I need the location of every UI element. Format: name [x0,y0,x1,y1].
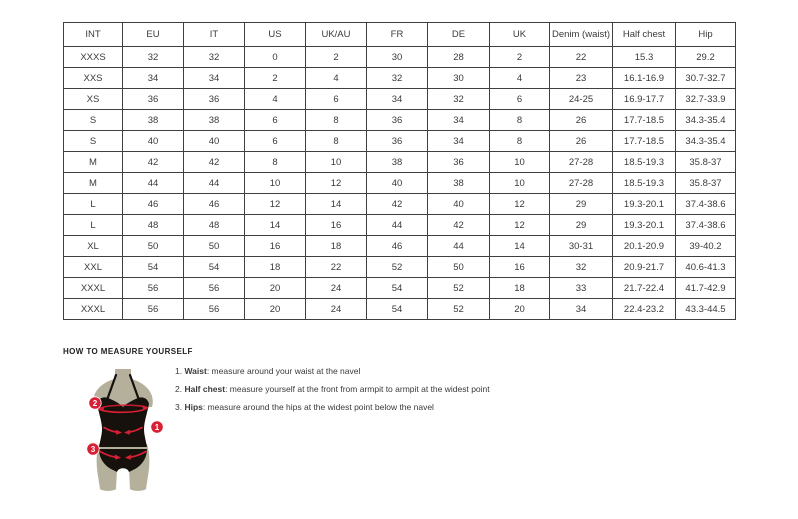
table-cell: 42 [367,194,428,215]
table-cell: 42 [428,215,490,236]
table-cell: 16 [245,236,306,257]
table-cell: 56 [123,299,184,320]
table-cell: 20.1-20.9 [613,236,676,257]
table-cell: 16.1-16.9 [613,68,676,89]
table-cell: 46 [367,236,428,257]
step-number: 2. [175,384,185,394]
column-header: IT [184,23,245,47]
table-cell: 14 [306,194,367,215]
column-header: Denim (waist) [550,23,613,47]
table-cell: 34.3-35.4 [676,131,736,152]
table-cell: 48 [123,215,184,236]
table-cell: 50 [184,236,245,257]
table-cell: 23 [550,68,613,89]
table-cell: 30.7-32.7 [676,68,736,89]
table-cell: 34 [550,299,613,320]
table-cell: S [64,110,123,131]
table-cell: 44 [367,215,428,236]
table-cell: 22 [550,47,613,68]
table-cell: 8 [306,131,367,152]
table-row [64,278,736,299]
table-cell: 56 [184,299,245,320]
table-cell: 10 [490,173,550,194]
table-cell: XL [64,236,123,257]
table-cell: 18 [490,278,550,299]
table-cell: 24-25 [550,89,613,110]
table-cell: 4 [490,68,550,89]
measure-step [175,366,490,376]
table-cell: 2 [245,68,306,89]
table-cell: 10 [306,152,367,173]
table-cell: 18.5-19.3 [613,152,676,173]
table-cell: XXXS [64,47,123,68]
table-cell: 38 [123,110,184,131]
table-cell: 42 [184,152,245,173]
table-cell: 6 [245,131,306,152]
table-cell: 36 [367,131,428,152]
table-body [64,47,736,320]
table-cell: 32 [184,47,245,68]
table-cell: 16.9-17.7 [613,89,676,110]
table-cell: 19.3-20.1 [613,215,676,236]
table-cell: 52 [428,278,490,299]
table-cell: 6 [490,89,550,110]
table-cell: 27-28 [550,173,613,194]
table-row [64,110,736,131]
table-cell: 37.4-38.6 [676,215,736,236]
table-cell: 8 [245,152,306,173]
table-cell: 20 [490,299,550,320]
column-header: UK [490,23,550,47]
table-cell: 18.5-19.3 [613,173,676,194]
table-cell: 12 [490,215,550,236]
size-chart-table [63,22,736,320]
step-term: Hips [184,402,203,412]
table-cell: 30 [428,68,490,89]
table-cell: XXS [64,68,123,89]
table-cell: 32 [550,257,613,278]
table-cell: L [64,194,123,215]
table-cell: 29 [550,194,613,215]
table-cell: 36 [123,89,184,110]
column-header: Half chest [613,23,676,47]
table-cell: 35.8-37 [676,173,736,194]
measure-heading: HOW TO MEASURE YOURSELF [63,347,193,356]
table-cell: 27-28 [550,152,613,173]
table-cell: 32 [367,68,428,89]
table-cell: 54 [367,299,428,320]
table-row [64,89,736,110]
table-cell: 32 [428,89,490,110]
table-cell: 46 [123,194,184,215]
badge-number: 1 [154,422,160,432]
table-cell: 34 [123,68,184,89]
table-cell: 18 [306,236,367,257]
table-row [64,68,736,89]
step-term: Waist [184,366,207,376]
table-cell: 0 [245,47,306,68]
table-cell: 21.7-22.4 [613,278,676,299]
table-cell: 10 [245,173,306,194]
badge-hips [87,443,99,455]
column-header: DE [428,23,490,47]
measure-steps-list [175,366,490,420]
table-cell: 40.6-41.3 [676,257,736,278]
table-cell: 44 [428,236,490,257]
step-number: 3. [175,402,185,412]
table-cell: 30 [367,47,428,68]
table-cell: 4 [245,89,306,110]
table-cell: 18 [245,257,306,278]
table-cell: 46 [184,194,245,215]
table-cell: 26 [550,110,613,131]
badge-waist [151,421,163,433]
table-cell: 16 [306,215,367,236]
step-number: 1. [175,366,185,376]
table-cell: 34 [184,68,245,89]
table-cell: 28 [428,47,490,68]
table-cell: 12 [245,194,306,215]
table-cell: 40 [428,194,490,215]
table-row [64,152,736,173]
table-row [64,299,736,320]
step-term: Half chest [184,384,226,394]
table-cell: 32.7-33.9 [676,89,736,110]
table-header-row [64,23,736,47]
table-cell: 50 [123,236,184,257]
table-cell: 8 [490,131,550,152]
table-cell: 52 [367,257,428,278]
table-cell: 19.3-20.1 [613,194,676,215]
table-cell: 50 [428,257,490,278]
table-cell: 36 [367,110,428,131]
column-header: UK/AU [306,23,367,47]
table-row [64,215,736,236]
table-cell: 8 [306,110,367,131]
table-cell: 22.4-23.2 [613,299,676,320]
table-cell: 8 [490,110,550,131]
table-cell: 48 [184,215,245,236]
table-cell: XS [64,89,123,110]
table-cell: 35.8-37 [676,152,736,173]
table-row [64,131,736,152]
table-cell: 20 [245,299,306,320]
table-cell: XXL [64,257,123,278]
table-cell: 29 [550,215,613,236]
table-cell: 22 [306,257,367,278]
table-cell: 2 [490,47,550,68]
measurement-figure-illustration [77,368,169,492]
table-cell: 34.3-35.4 [676,110,736,131]
measure-step [175,402,490,412]
table-cell: 38 [428,173,490,194]
table-cell: 24 [306,278,367,299]
badge-half-chest [89,397,101,409]
column-header: Hip [676,23,736,47]
measure-step [175,384,490,394]
table-cell: 34 [428,110,490,131]
table-cell: 44 [184,173,245,194]
table-cell: 32 [123,47,184,68]
table-row [64,194,736,215]
badge-number: 2 [92,398,98,408]
table-cell: 20 [245,278,306,299]
table-cell: 56 [123,278,184,299]
table-cell: 29.2 [676,47,736,68]
table-cell: 40 [123,131,184,152]
table-cell: XXXL [64,299,123,320]
table-row [64,47,736,68]
table-cell: 36 [184,89,245,110]
table-cell: 39-40.2 [676,236,736,257]
table-cell: 34 [367,89,428,110]
table-cell: 24 [306,299,367,320]
table-cell: M [64,152,123,173]
table-cell: 42 [123,152,184,173]
table-cell: XXXL [64,278,123,299]
table-cell: 38 [184,110,245,131]
table-cell: 54 [123,257,184,278]
table-cell: 52 [428,299,490,320]
table-cell: 4 [306,68,367,89]
table-cell: 17.7-18.5 [613,131,676,152]
table-cell: 12 [306,173,367,194]
table-cell: 41.7-42.9 [676,278,736,299]
table-row [64,173,736,194]
table-cell: 14 [245,215,306,236]
table-row [64,257,736,278]
column-header: EU [123,23,184,47]
table-cell: 36 [428,152,490,173]
table-cell: 26 [550,131,613,152]
column-header: US [245,23,306,47]
table-cell: 6 [306,89,367,110]
column-header: FR [367,23,428,47]
table-cell: 15.3 [613,47,676,68]
table-cell: 12 [490,194,550,215]
table-cell: 6 [245,110,306,131]
table-cell: 10 [490,152,550,173]
table-cell: 40 [184,131,245,152]
step-text: : measure around the hips at the widest point below the navel [202,402,434,412]
table-cell: L [64,215,123,236]
table-cell: 56 [184,278,245,299]
column-header: INT [64,23,123,47]
table-header [64,23,736,47]
table-cell: 40 [367,173,428,194]
table-cell: 33 [550,278,613,299]
table-cell: 44 [123,173,184,194]
table-cell: 2 [306,47,367,68]
table-cell: 14 [490,236,550,257]
table-cell: 34 [428,131,490,152]
table-cell: 20.9-21.7 [613,257,676,278]
table-cell: 38 [367,152,428,173]
table-cell: 43.3-44.5 [676,299,736,320]
table-row [64,236,736,257]
table-cell: 54 [367,278,428,299]
table-cell: 30-31 [550,236,613,257]
table-cell: M [64,173,123,194]
step-text: : measure around your waist at the navel [206,366,361,376]
table-cell: S [64,131,123,152]
table-cell: 17.7-18.5 [613,110,676,131]
table-cell: 54 [184,257,245,278]
table-cell: 16 [490,257,550,278]
badge-number: 3 [90,444,96,454]
step-text: : measure yourself at the front from armpit to armpit at the widest point [225,384,490,394]
table-cell: 37.4-38.6 [676,194,736,215]
